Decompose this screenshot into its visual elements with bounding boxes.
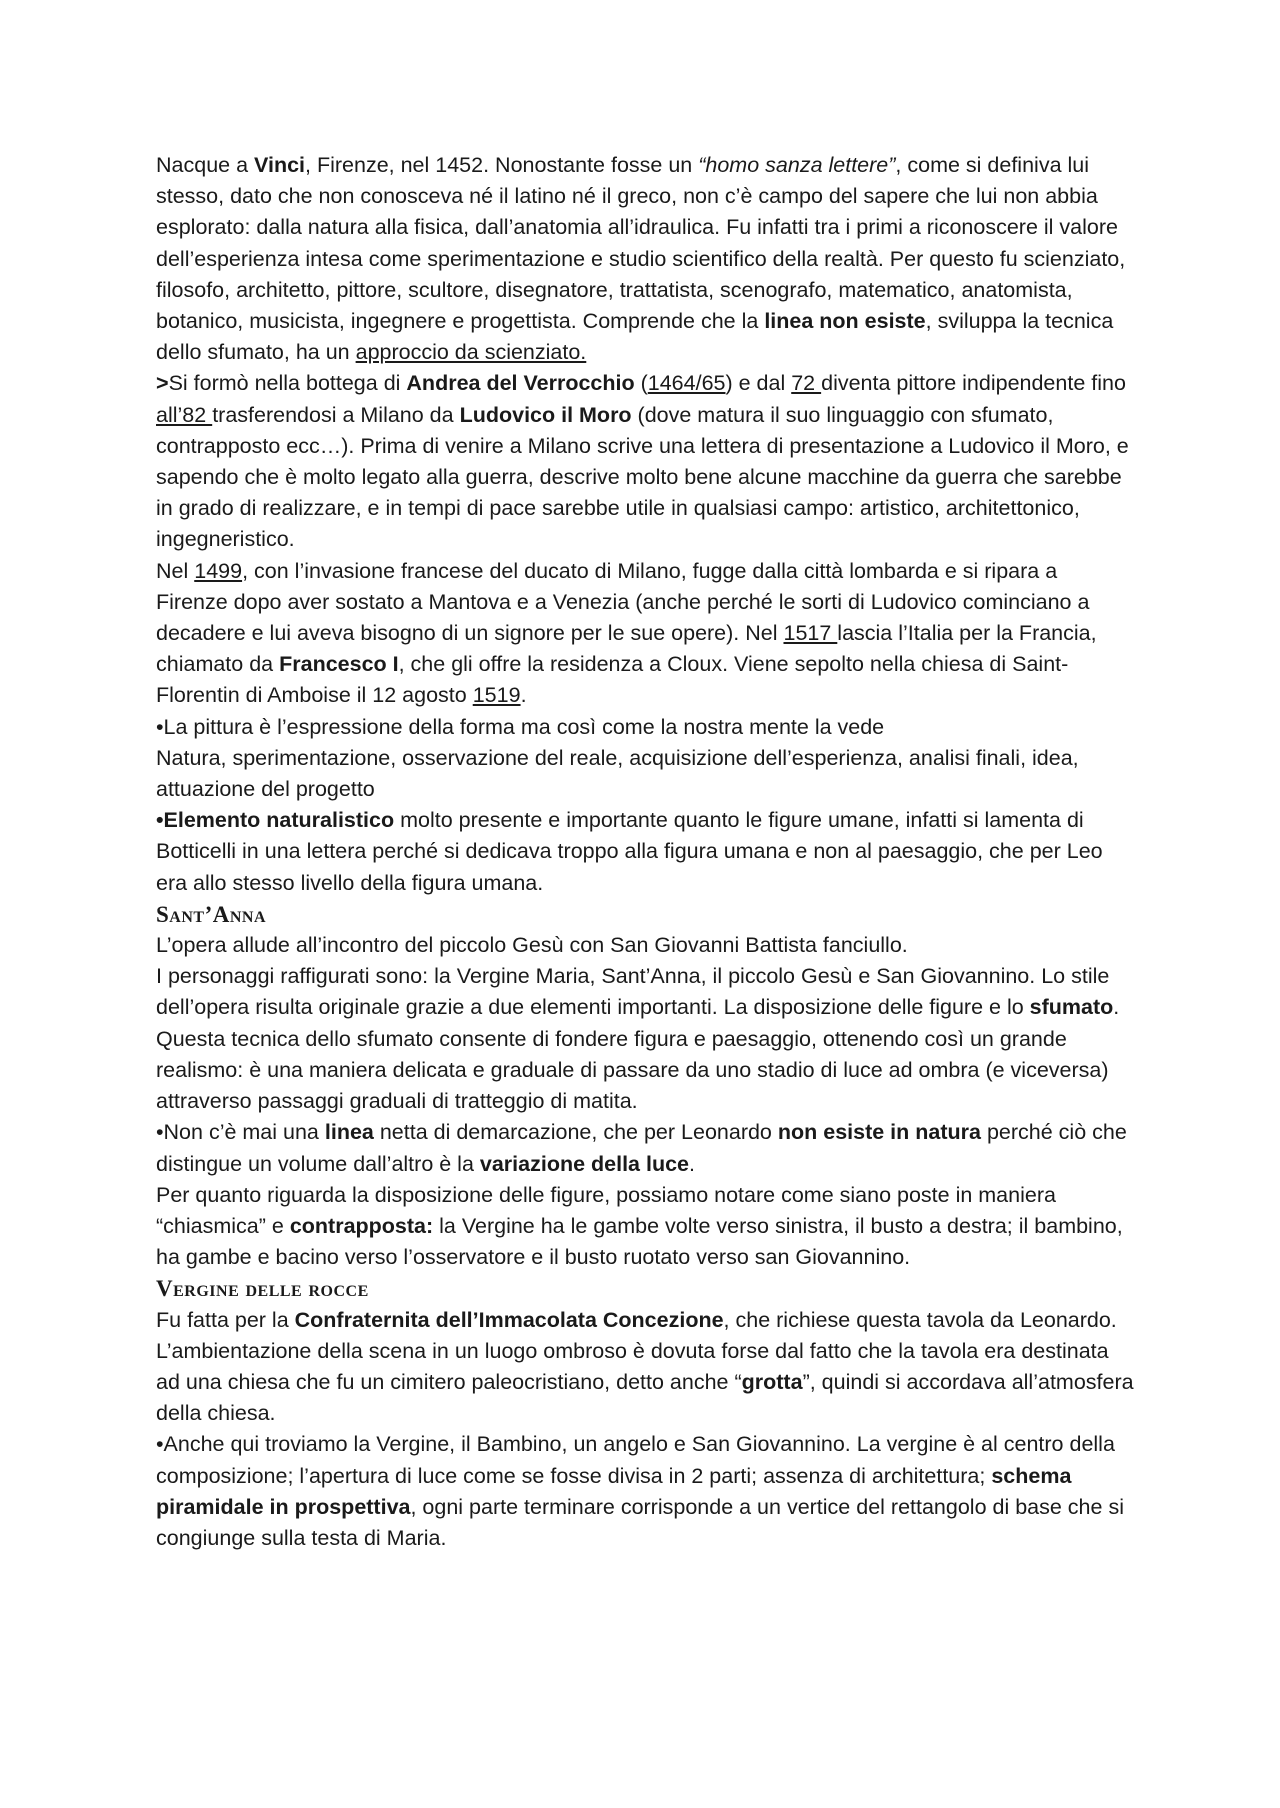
text-run: netta di demarcazione, che per Leonardo [373, 1120, 778, 1145]
text-run: ”, quindi si accordava all’atmosfera della chiesa. [156, 1369, 1134, 1426]
bio-paragraph-1 [156, 368, 1134, 555]
text-run: Fu fatta per la [156, 1307, 295, 1332]
text-run: •Anche qui troviamo la Vergine, il Bambino, un angelo e San Giovannino. La vergine è al centro della composizione; l’apertura di luce come se fosse divisa in 2 parti; assenza di architettura; [156, 1432, 1115, 1488]
vergine-paragraph-1 [156, 1305, 1134, 1430]
bold-text: Vinci [254, 153, 306, 177]
bold-text: schema piramidale in prospettiva [156, 1463, 1072, 1519]
text-run: diventa pittore indipendente fino [821, 371, 1126, 396]
text-run: . [520, 683, 527, 708]
bold-text: > [156, 371, 169, 396]
text-run: . [689, 1151, 695, 1176]
text-run: (dove matura il suo linguaggio con sfumato, contrapposto ecc…). Prima di venire a Milano scrive una lettera di presentazione a Ludovico il Moro, e sapendo che è molto legato alla guerra, descrive molto bene alcune macchine da guerra che sarebbe in grado di realizzare, e in tempi di pace sarebbe utile in qualsiasi campo: artistico, architettonico, ingegneristico. [156, 402, 1129, 552]
text-run: •Non c’è mai una [156, 1120, 325, 1145]
bio-paragraph-2 [156, 556, 1134, 712]
underlined-text: 1517 [783, 621, 838, 646]
text-run: la Vergine ha le gambe volte verso sinistra, il busto a destra; il bambino, ha gambe e bacino verso l’osservatore e il busto ruotato verso san Giovannino. [156, 1213, 1123, 1270]
text-run: . Questa tecnica dello sfumato consente di fondere figura e paesaggio, ottenendo così un grande realismo: è una maniera delicata e graduale di passare da uno stadio di luce ad ombra (e viceversa) attraverso passaggi graduali di tratteggio di matita. [156, 995, 1120, 1114]
bold-text: Confraternita dell’Immacolata Concezione [294, 1307, 724, 1332]
text-run: , come si definiva lui stesso, dato che non conosceva né il latino né il greco, non c’è campo del sapere che lui non abbia esplorato: dalla natura alla fisica, dall’anatomia all’idraulica. Fu infatti tra i primi a riconoscere il valore dell’esperienza intesa come sperimentazione e studio scientifico della realtà. Per questo fu scienziato, filosofo, architetto, pittore, scultore, disegnatore, trattatista, scenografo, matematico, anatomista, botanico, musicista, ingegnere e progettista. Comprende che la [156, 153, 1126, 334]
text-run: perché ciò che distingue un volume dall’altro è la [156, 1120, 1127, 1176]
santanna-paragraph-2 [156, 961, 1134, 1117]
text-run: molto presente e importante quanto le figure umane, infatti si lamenta di Botticelli in una lettera perché si dedicava troppo alla figura umana e non al paesaggio, che per Leo era allo stesso livello della figura umana. [156, 808, 1103, 895]
underlined-text: approccio da scienziato. [355, 340, 587, 365]
text-run: , che richiese questa tavola da Leonardo. L’ambientazione della scena in un luogo ombroso è dovuta forse dal fatto che la tavola era destinata ad una chiesa che fu un cimitero paleocristiano, detto anche “ [156, 1307, 1117, 1394]
bold-text: •Elemento naturalistico [156, 808, 395, 833]
santanna-paragraph-1: L’opera allude all’incontro del piccolo Gesù con San Giovanni Battista fanciullo. [156, 933, 908, 958]
text-run: I personaggi raffigurati sono: la Vergine Maria, Sant’Anna, il piccolo Gesù e San Giovannino. Lo stile dell’opera risulta originale grazie a due elementi importanti. La disposizione delle figure e lo [156, 964, 1110, 1020]
intro-paragraph [156, 150, 1134, 368]
bold-text: Ludovico il Moro [459, 402, 632, 427]
text-run: Si formò nella bottega di [168, 371, 407, 396]
text-run: ) e dal [725, 371, 792, 396]
santanna-paragraph-4 [156, 1180, 1134, 1274]
text-run: Per quanto riguarda la disposizione delle figure, possiamo notare come siano poste in maniera “chiasmica” e [156, 1182, 1056, 1238]
bold-text: linea non esiste [764, 309, 926, 334]
text-run: Nacque a [156, 153, 255, 177]
bold-text: variazione della luce [479, 1151, 690, 1176]
bold-text: Francesco I [279, 652, 399, 677]
santanna-paragraph-3 [156, 1117, 1134, 1179]
heading-vergine-delle-rocce: Vergine delle rocce [156, 1276, 369, 1302]
underlined-text: 1519 [472, 683, 521, 708]
elemento-paragraph [156, 805, 1134, 899]
heading-santanna: Sant’Anna [156, 901, 267, 927]
bold-text: contrapposta: [289, 1213, 434, 1238]
bold-text: sfumato [1029, 995, 1114, 1020]
natura-paragraph: Natura, sperimentazione, osservazione del reale, acquisizione dell’esperienza, analisi finali, idea, attuazione del progetto [156, 745, 1079, 802]
italic-text: “homo sanza lettere” [698, 153, 896, 177]
underlined-text: 72 [791, 371, 822, 396]
bold-text: grotta [741, 1369, 803, 1394]
bold-text: linea [324, 1120, 374, 1145]
text-run: ( [634, 371, 648, 396]
underlined-text: 1499 [194, 558, 243, 583]
text-run: , Firenze, nel 1452. Nonostante fosse un [305, 153, 699, 177]
text-run: lascia l’Italia per la Francia, chiamato da [156, 621, 1097, 677]
text-run: trasferendosi a Milano da [212, 402, 460, 427]
underlined-text: 1464/65 [647, 371, 726, 396]
bold-text: Andrea del Verrocchio [406, 371, 635, 396]
text-run: , che gli offre la residenza a Cloux. Viene sepolto nella chiesa di Saint-Florentin di Amboise il 12 agosto [156, 652, 1069, 708]
pittura-paragraph: •La pittura è l’espressione della forma ma così come la nostra mente la vede [156, 714, 885, 739]
vergine-paragraph-2 [156, 1429, 1134, 1554]
text-run: Nel [156, 558, 195, 583]
text-run: , sviluppa la tecnica dello sfumato, ha un [156, 309, 1114, 365]
text-run: , ogni parte terminare corrisponde a un vertice del rettangolo di base che si congiunge sulla testa di Maria. [156, 1494, 1124, 1550]
underlined-text: all’82 [156, 402, 213, 427]
text-run: , con l’invasione francese del ducato di Milano, fugge dalla città lombarda e si ripara a Firenze dopo aver sostato a Mantova e a Venezia (anche perché le sorti di Ludovico cominciano a decadere e lui aveva bisogno di un signore per le sue opere). Nel [156, 558, 1090, 646]
bold-text: non esiste in natura [777, 1120, 981, 1145]
